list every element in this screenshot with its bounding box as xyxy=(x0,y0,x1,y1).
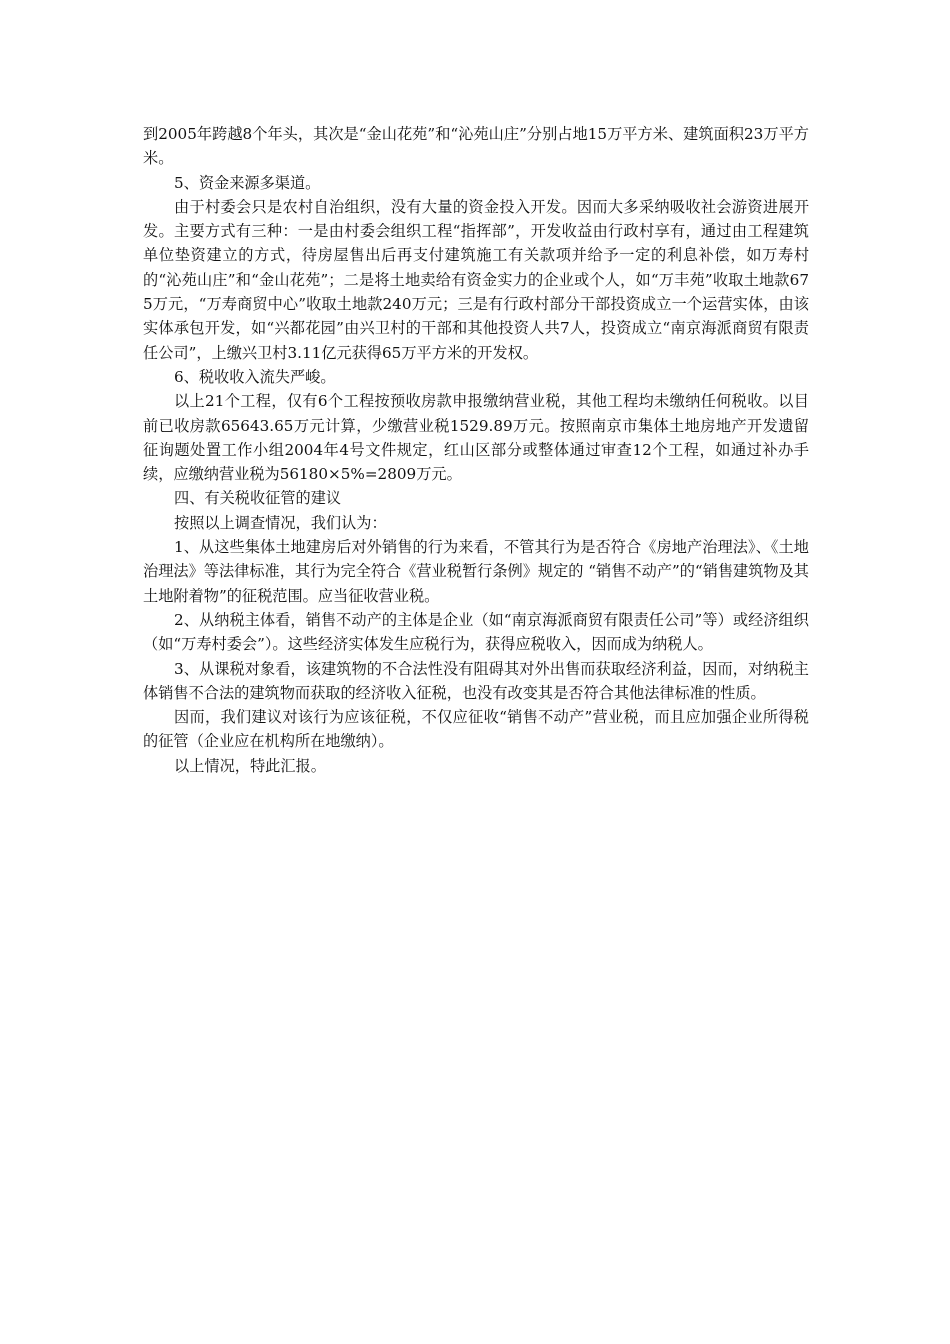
paragraph-point-3: 3、从课税对象看，该建筑物的不合法性没有阻碍其对外出售而获取经济利益，因而，对纳税主体销售不合法的建筑物而获取的经济收入征税，也没有改变其是否符合其他法律标准的性质。 xyxy=(143,659,809,702)
paragraph-project-duration: 到2005年跨越8个年头，其次是“金山花苑”和“沁苑山庄”分别占地15万平方米、建筑面积23万平方米。 xyxy=(143,125,809,168)
paragraph-funding-methods: 由于村委会只是农村自治组织，没有大量的资金投入开发。因而大多采纳吸收社会游资进展开发。主要方式有三种：一是由村委会组织工程“指挥部”，开发收益由行政村享有，通过由工程建筑单位垫资建立的方式，待房屋售出后再支付建筑施工有关款项并给予一定的利息补偿，如万寿村的“沁苑山庄”和“金山花苑”；二是将土地卖给有资金实力的企业或个人，如“万丰苑”收取土地款675万元，“万寿商贸中心”收取土地款240万元；三是有行政村部分干部投资成立一个运营实体，由该实体承包开发，如“兴都花园”由兴卫村的干部和其他投资人共7人，投资成立“南京海派商贸有限责任公司”，上缴兴卫村3.11亿元获得65万平方米的开发权。 xyxy=(143,197,809,362)
paragraph-recommendation: 因而，我们建议对该行为应该征税，不仅应征收“销售不动产”营业税，而且应加强企业所得税的征管（企业应在机构所在地缴纳）。 xyxy=(143,708,809,751)
paragraph-point-1: 1、从这些集体土地建房后对外销售的行为来看，不管其行为是否符合《房地产治理法》、《土地治理法》等法律标准，其行为完全符合《营业税暂行条例》规定的 “销售不动产”的“销售建筑物及其土地附着物”的征税范围。应当征收营业税。 xyxy=(143,538,809,605)
paragraph-point-2: 2、从纳税主体看，销售不动产的主体是企业（如“南京海派商贸有限责任公司”等）或经济组织（如“万寿村委会”）。这些经济实体发生应税行为，获得应税收入，因而成为纳税人。 xyxy=(143,610,809,654)
heading-funding-sources: 5、资金来源多渠道。 xyxy=(174,173,321,192)
document-body xyxy=(143,122,809,778)
section-heading-suggestions: 四、有关税收征管的建议 xyxy=(174,489,342,508)
paragraph-tax-loss: 以上21个工程，仅有6个工程按预收房款申报缴纳营业税，其他工程均未缴纳任何税收。以目前已收房款65643.65万元计算，少缴营业税1529.89万元。按照南京市集体土地房地产开发遗留征询题处置工作小组2004年4号文件规定，红山区部分或整体通过审查12个工程，如通过补办手续，应缴纳营业税为56180×5%=2809万元。 xyxy=(143,392,809,484)
paragraph-conclusion-intro: 按照以上调查情况，我们认为： xyxy=(174,513,387,532)
paragraph-closing: 以上情况，特此汇报。 xyxy=(174,756,326,775)
heading-tax-loss: 6、税收收入流失严峻。 xyxy=(174,367,336,386)
